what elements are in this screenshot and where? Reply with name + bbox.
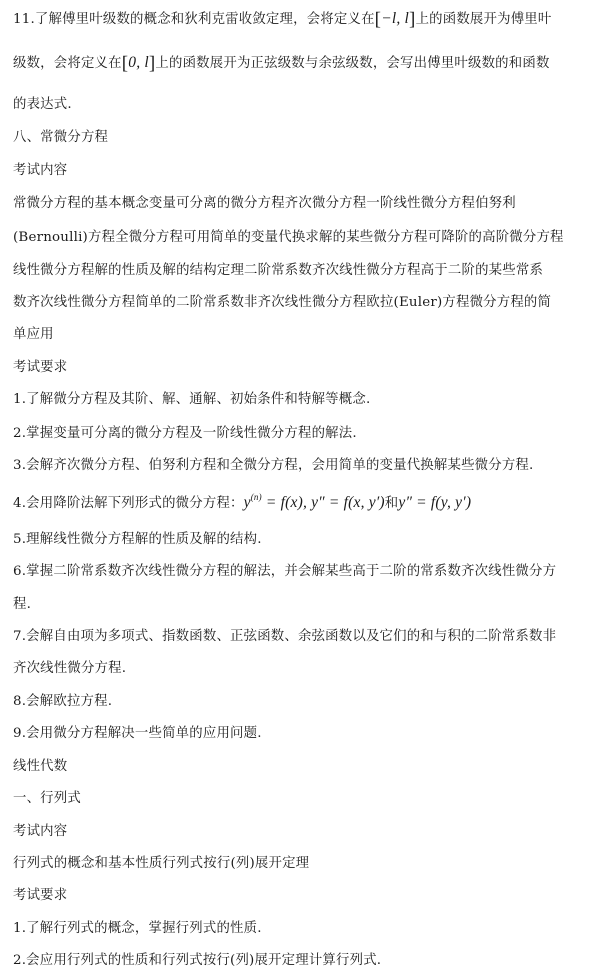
text-line: (Bernoulli)方程全微分方程可用简单的变量代换求解的某些微分方程可降阶的高阶微分方程	[13, 230, 564, 245]
list-item: 1.了解行列式的概念，掌握行列式的性质.	[13, 921, 262, 936]
subheading: 考试要求	[13, 888, 68, 903]
list-item	[13, 488, 590, 513]
text-line: 程.	[13, 597, 32, 612]
text-segment: 11.了解傅里叶级数的概念和狄利克雷收敛定理，会将定义在	[13, 12, 375, 27]
text-line: 齐次线性微分方程.	[13, 661, 127, 676]
list-item: 6.掌握二阶常系数齐次线性微分方程的解法，并会解某些高于二阶的常系数齐次线性微分方	[13, 564, 557, 579]
text-segment: 和	[384, 496, 399, 511]
section-heading: 一、行列式	[13, 791, 81, 806]
text-line-item-11	[13, 10, 590, 29]
subheading: 考试内容	[13, 163, 68, 178]
text-line: 数齐次线性微分方程简单的二阶常系数非齐次线性微分方程欧拉(Euler)方程微分方程的简	[13, 295, 552, 310]
list-item: 2.掌握变量可分离的微分方程及一阶线性微分方程的解法.	[13, 426, 357, 441]
list-item: 3.会解齐次微分方程、伯努利方程和全微分方程，会用简单的变量代换解某些微分方程.	[13, 458, 534, 473]
subheading: 考试要求	[13, 360, 68, 375]
text-line	[13, 54, 590, 73]
list-item: 1.了解微分方程及其阶、解、通解、初始条件和特解等概念.	[13, 392, 371, 407]
text-line: 线性微分方程解的性质及解的结构定理二阶常系数齐次线性微分方程高于二阶的某些常系	[13, 263, 544, 278]
math-interval-0-l: [0, l]	[121, 53, 156, 74]
list-item: 2.会应用行列式的性质和行列式按行(列)展开定理计算行列式.	[13, 953, 382, 968]
list-item: 9.会用微分方程解决一些简单的应用问题.	[13, 726, 262, 741]
math-interval-minus-l-l: [−l, l]	[374, 9, 416, 30]
subheading: 考试内容	[13, 824, 68, 839]
list-item: 8.会解欧拉方程.	[13, 694, 113, 709]
text-segment: 上的函数展开为傅里叶	[415, 12, 552, 27]
math-formula: y″ = f(y, y′)	[398, 494, 472, 511]
section-heading: 八、常微分方程	[13, 130, 109, 145]
text-segment: 级数，会将定义在	[13, 56, 122, 71]
text-segment: 上的函数展开为正弦级数与余弦级数，会写出傅里叶级数的和函数	[155, 56, 550, 71]
chapter-heading: 线性代数	[13, 759, 68, 774]
text-line: 行列式的概念和基本性质行列式按行(列)展开定理	[13, 856, 310, 871]
math-formula: $y^{(n)} = f(x)$, y″ = f(x, y′)	[243, 492, 385, 511]
text-line: 的表达式.	[13, 97, 72, 112]
list-item: 7.会解自由项为多项式、指数函数、正弦函数、余弦函数以及它们的和与积的二阶常系数非	[13, 629, 557, 644]
text-line: 常微分方程的基本概念变量可分离的微分方程齐次微分方程一阶线性微分方程伯努利	[13, 196, 516, 211]
text-line: 单应用	[13, 327, 54, 342]
list-item: 5.理解线性微分方程解的性质及解的结构.	[13, 532, 262, 547]
text-segment: 4.会用降阶法解下列形式的微分方程：	[13, 496, 244, 511]
